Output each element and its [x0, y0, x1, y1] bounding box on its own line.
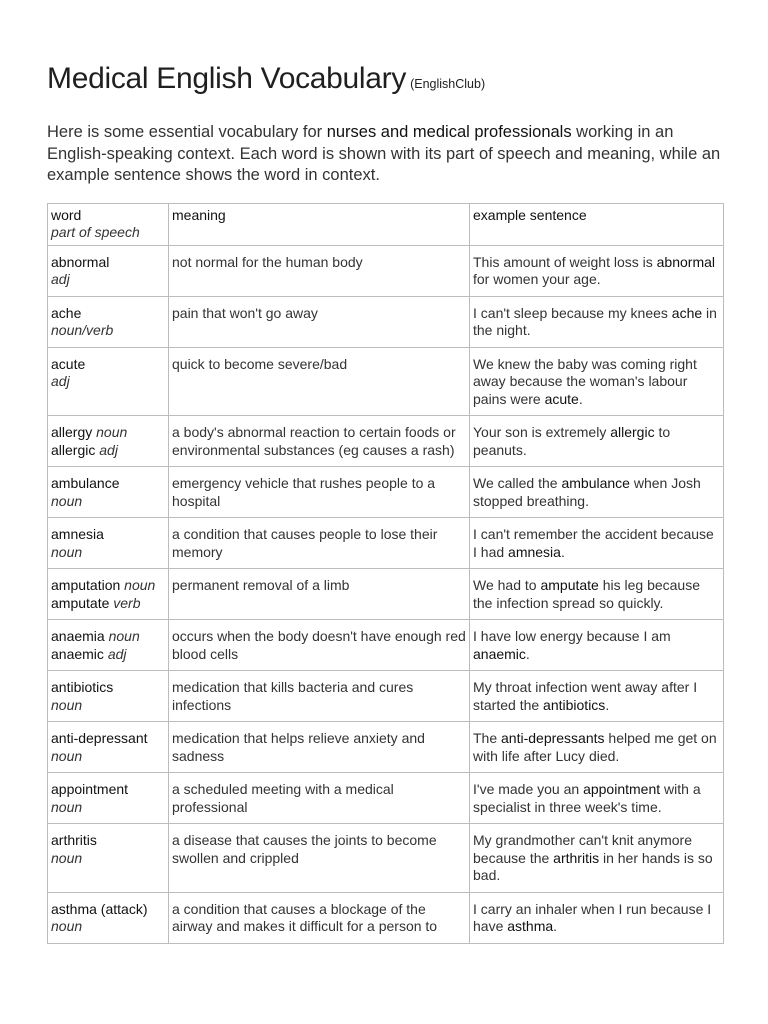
word-cell	[48, 671, 169, 722]
example-keyword: anaemic	[473, 645, 526, 662]
table-body	[48, 245, 724, 943]
example-cell	[470, 416, 724, 467]
word-entry	[51, 254, 165, 272]
part-of-speech: adj	[99, 441, 118, 458]
example-text: .	[605, 696, 610, 713]
table-row	[48, 892, 724, 943]
vocab-word: antibiotics	[51, 679, 114, 695]
example-cell	[470, 892, 724, 943]
example-text: We knew the baby was coming right away because the woman's labour pains were	[473, 355, 697, 407]
table-row	[48, 824, 724, 893]
example-keyword: amnesia	[508, 543, 561, 560]
vocab-word: amputate	[51, 594, 110, 611]
word-entry	[51, 475, 165, 493]
table-row	[48, 245, 724, 296]
table-row	[48, 722, 724, 773]
part-of-speech: adj	[51, 373, 70, 389]
part-of-speech: noun	[51, 696, 83, 713]
example-text: We had to	[473, 577, 541, 593]
example-text: My grandmother can't knit anymore because the	[473, 832, 692, 866]
word-cell	[48, 245, 169, 296]
word-cell	[48, 892, 169, 943]
vocab-word: amputation	[51, 577, 121, 593]
example-cell	[470, 773, 724, 824]
header-example: example sentence	[470, 203, 724, 245]
intro-text-before: Here is some essential vocabulary for	[47, 123, 327, 141]
word-entry	[51, 628, 165, 646]
example-text: I can't remember the accident because I had	[473, 526, 714, 560]
example-text: his leg because the infection spread so quickly.	[473, 577, 701, 611]
part-of-speech: adj	[51, 271, 70, 287]
example-keyword: arthritis	[553, 849, 600, 866]
example-cell	[470, 722, 724, 773]
document-page	[47, 62, 723, 944]
title-source: (EnglishClub)	[410, 77, 486, 91]
word-entry	[51, 424, 165, 442]
example-text: .	[560, 543, 565, 560]
part-of-speech: noun	[96, 424, 128, 440]
vocab-word: allergic	[51, 441, 96, 458]
vocab-word: allergy	[51, 424, 93, 440]
meaning-cell: a condition that causes people to lose their memory	[169, 518, 470, 569]
example-keyword: antibiotics	[543, 696, 606, 713]
vocab-word: anaemic	[51, 645, 104, 662]
example-text: I can't sleep because my knees	[473, 304, 672, 321]
example-keyword: ache	[671, 304, 703, 321]
meaning-cell: a disease that causes the joints to become swollen and crippled	[169, 824, 470, 893]
table-row	[48, 347, 724, 416]
word-entry	[51, 526, 165, 544]
meaning-cell: occurs when the body doesn't have enough red blood cells	[169, 620, 470, 671]
vocab-word: abnormal	[51, 253, 110, 270]
word-entry	[51, 781, 165, 799]
meaning-cell: a condition that causes a blockage of the airway and makes it difficult for a person to	[169, 892, 470, 943]
table-row	[48, 620, 724, 671]
meaning-cell: a scheduled meeting with a medical professional	[169, 773, 470, 824]
header-meaning: meaning	[169, 203, 470, 245]
table-row	[48, 296, 724, 347]
word-entry	[51, 442, 165, 460]
word-entry	[51, 730, 165, 748]
title-row	[47, 62, 723, 102]
word-cell	[48, 620, 169, 671]
example-text: with a specialist in three week's time.	[473, 781, 701, 815]
table-row	[48, 467, 724, 518]
word-cell	[48, 824, 169, 893]
part-of-speech: noun	[51, 492, 83, 509]
vocab-word: appointment	[51, 781, 129, 797]
example-text: The	[473, 730, 502, 746]
header-part-of-speech: part of speech	[51, 224, 140, 240]
part-of-speech: noun	[51, 849, 83, 866]
example-cell	[470, 620, 724, 671]
example-text: in the night.	[473, 304, 717, 338]
example-text: I've made you an	[473, 781, 584, 797]
example-cell	[470, 518, 724, 569]
example-text: I carry an inhaler when I run because I have	[473, 900, 712, 934]
meaning-cell: not normal for the human body	[169, 245, 470, 296]
example-text: .	[525, 645, 530, 662]
header-word: word	[51, 206, 82, 223]
example-text: This amount of weight loss is	[473, 253, 657, 270]
intro-paragraph	[47, 122, 727, 187]
word-entry	[51, 595, 165, 613]
meaning-cell: permanent removal of a limb	[169, 569, 470, 620]
word-cell	[48, 416, 169, 467]
example-keyword: acute	[544, 390, 579, 407]
word-entry	[51, 305, 165, 323]
table-row	[48, 416, 724, 467]
vocab-word: ache	[51, 304, 82, 321]
example-cell	[470, 824, 724, 893]
table-row	[48, 671, 724, 722]
vocab-word: ambulance	[51, 475, 120, 491]
word-entry	[51, 577, 165, 595]
table-row	[48, 569, 724, 620]
meaning-cell: a body's abnormal reaction to certain foods or environmental substances (eg causes a rash)	[169, 416, 470, 467]
vocab-word: amnesia	[51, 526, 104, 542]
meaning-cell: emergency vehicle that rushes people to a hospital	[169, 467, 470, 518]
example-keyword: allergic	[610, 424, 655, 440]
meaning-cell: quick to become severe/bad	[169, 347, 470, 416]
word-cell	[48, 467, 169, 518]
example-text: We called the	[473, 475, 562, 491]
vocabulary-table	[47, 203, 724, 944]
example-cell	[470, 467, 724, 518]
word-cell	[48, 347, 169, 416]
example-keyword: abnormal	[656, 253, 716, 270]
vocab-word: asthma (attack)	[51, 900, 148, 917]
vocab-word: anti-depressant	[51, 730, 148, 746]
word-cell	[48, 296, 169, 347]
word-cell	[48, 773, 169, 824]
vocab-word: acute	[51, 355, 86, 372]
intro-text-after: working in an English-speaking context. Each word is shown with its part of speech and meaning, while an example sentence shows the word in context.	[47, 123, 721, 184]
word-entry	[51, 832, 165, 850]
example-cell	[470, 569, 724, 620]
page-title: Medical English Vocabulary	[47, 62, 407, 95]
word-entry	[51, 901, 165, 919]
example-cell	[470, 245, 724, 296]
word-entry	[51, 679, 165, 697]
example-text: in her hands is so bad.	[473, 849, 713, 883]
intro-highlight: nurses and medical professionals	[326, 123, 572, 141]
example-text: I have low energy because I am	[473, 628, 671, 644]
example-text: My throat infection went away after I started the	[473, 679, 698, 713]
example-text: Your son is extremely	[473, 424, 611, 440]
example-cell	[470, 296, 724, 347]
meaning-cell: pain that won't go away	[169, 296, 470, 347]
word-entry	[51, 356, 165, 374]
part-of-speech: noun/verb	[51, 322, 114, 338]
part-of-speech: adj	[107, 645, 127, 662]
example-keyword: asthma	[507, 918, 554, 934]
header-word-cell	[48, 203, 169, 245]
word-cell	[48, 569, 169, 620]
vocab-word: anaemia	[51, 628, 105, 644]
example-text: for women your age.	[473, 271, 601, 287]
part-of-speech: noun	[108, 628, 140, 644]
word-cell	[48, 518, 169, 569]
example-keyword: appointment	[583, 781, 661, 797]
word-cell	[48, 722, 169, 773]
part-of-speech: verb	[113, 594, 141, 611]
meaning-cell: medication that helps relieve anxiety and sadness	[169, 722, 470, 773]
example-cell	[470, 671, 724, 722]
meaning-cell: medication that kills bacteria and cures infections	[169, 671, 470, 722]
example-text: helped me get on with life after Lucy died.	[473, 730, 717, 764]
example-cell	[470, 347, 724, 416]
table-row	[48, 773, 724, 824]
part-of-speech: noun	[51, 747, 83, 764]
example-text: .	[578, 390, 583, 407]
word-entry	[51, 646, 165, 664]
example-keyword: anti-depressants	[501, 730, 605, 746]
part-of-speech: noun	[51, 543, 83, 560]
part-of-speech: noun	[51, 798, 83, 815]
part-of-speech: noun	[124, 577, 156, 593]
example-keyword: amputate	[540, 577, 599, 593]
table-row	[48, 518, 724, 569]
part-of-speech: noun	[51, 918, 83, 934]
table-header-row	[48, 203, 724, 245]
example-text: when Josh stopped breathing.	[473, 475, 701, 509]
example-text: to peanuts.	[473, 424, 671, 458]
example-text: .	[553, 918, 558, 934]
vocab-word: arthritis	[51, 832, 97, 848]
example-keyword: ambulance	[561, 475, 630, 491]
